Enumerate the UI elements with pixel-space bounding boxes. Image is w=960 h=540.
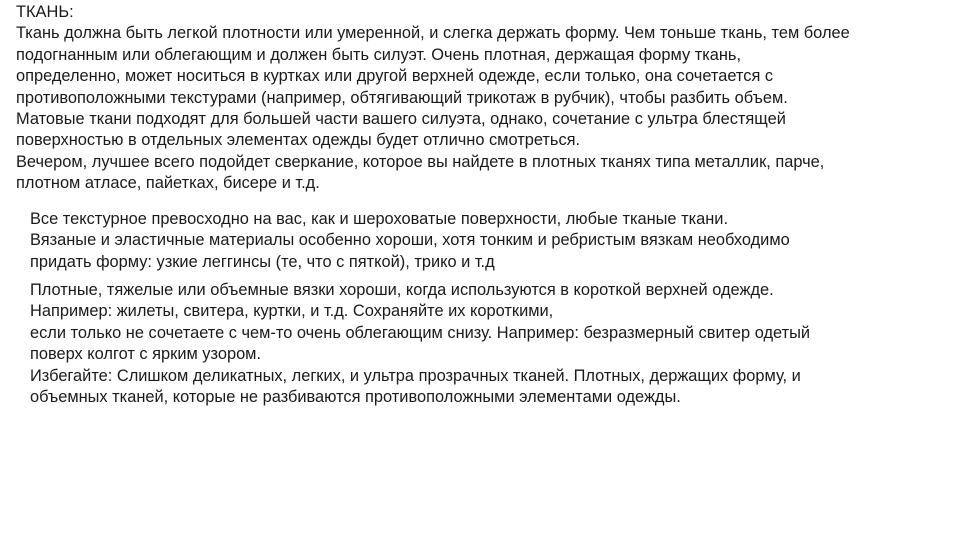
text-line: плотном атласе, пайетках, бисере и т.д. <box>16 174 320 193</box>
text-line: Вязаные и эластичные материалы особенно хороши, хотя тонким и ребристым вязкам необходимо <box>30 231 790 250</box>
text-line: придать форму: узкие леггинсы (те, что с пяткой), трико и т.д <box>30 252 495 271</box>
text-line: Плотные, тяжелые или объемные вязки хороши, когда используются в короткой верхней одежде. <box>30 281 774 299</box>
text-line: поверх колгот с ярким узором. <box>30 345 262 364</box>
text-line: Все текстурное превосходно на вас, как и шероховатые поверхности, любые тканые ткани. <box>30 210 729 228</box>
text-line: Ткань должна быть легкой плотности или умеренной, и слегка держать форму. Чем тоньше ткань, тем более <box>16 24 850 43</box>
text-line: противоположными текстурами (например, обтягивающий трикотаж в рубчик), чтобы разбить объем. <box>16 88 788 107</box>
text-line: определенно, может носиться в куртках или другой верхней одежде, если только, она сочетается с <box>16 67 774 86</box>
text-line: Вечером, лучшее всего подойдет сверкание, которое вы найдете в плотных тканях типа металлик, парче, <box>16 152 825 171</box>
text-block-fabric <box>16 2 850 195</box>
text-line: объемных тканей, которые не разбиваются противоположными элементами одежды. <box>30 388 681 407</box>
heading-fabric: ТКАНЬ: <box>16 3 74 21</box>
text-line: поверхностью в отдельных элементах одежды будет отлично смотреться. <box>16 131 581 150</box>
text-line: подогнанным или облегающим и должен быть силуэт. Очень плотная, держащая форму ткань, <box>16 45 742 64</box>
text-line: Избегайте: Слишком деликатных, легких, и ультра прозрачных тканей. Плотных, держащих форму, и <box>30 366 801 385</box>
text-line: Матовые ткани подходят для большей части вашего силуэта, однако, сочетание с ультра блестящей <box>16 110 786 129</box>
text-line: если только не сочетаете с чем-то очень облегающим снизу. Например: безразмерный свитер одетый <box>30 323 811 342</box>
text-block-knits <box>30 280 810 408</box>
text-block-textures <box>30 209 790 273</box>
text-line: Например: жилеты, свитера, куртки, и т.д. Сохраняйте их короткими, <box>30 302 554 321</box>
